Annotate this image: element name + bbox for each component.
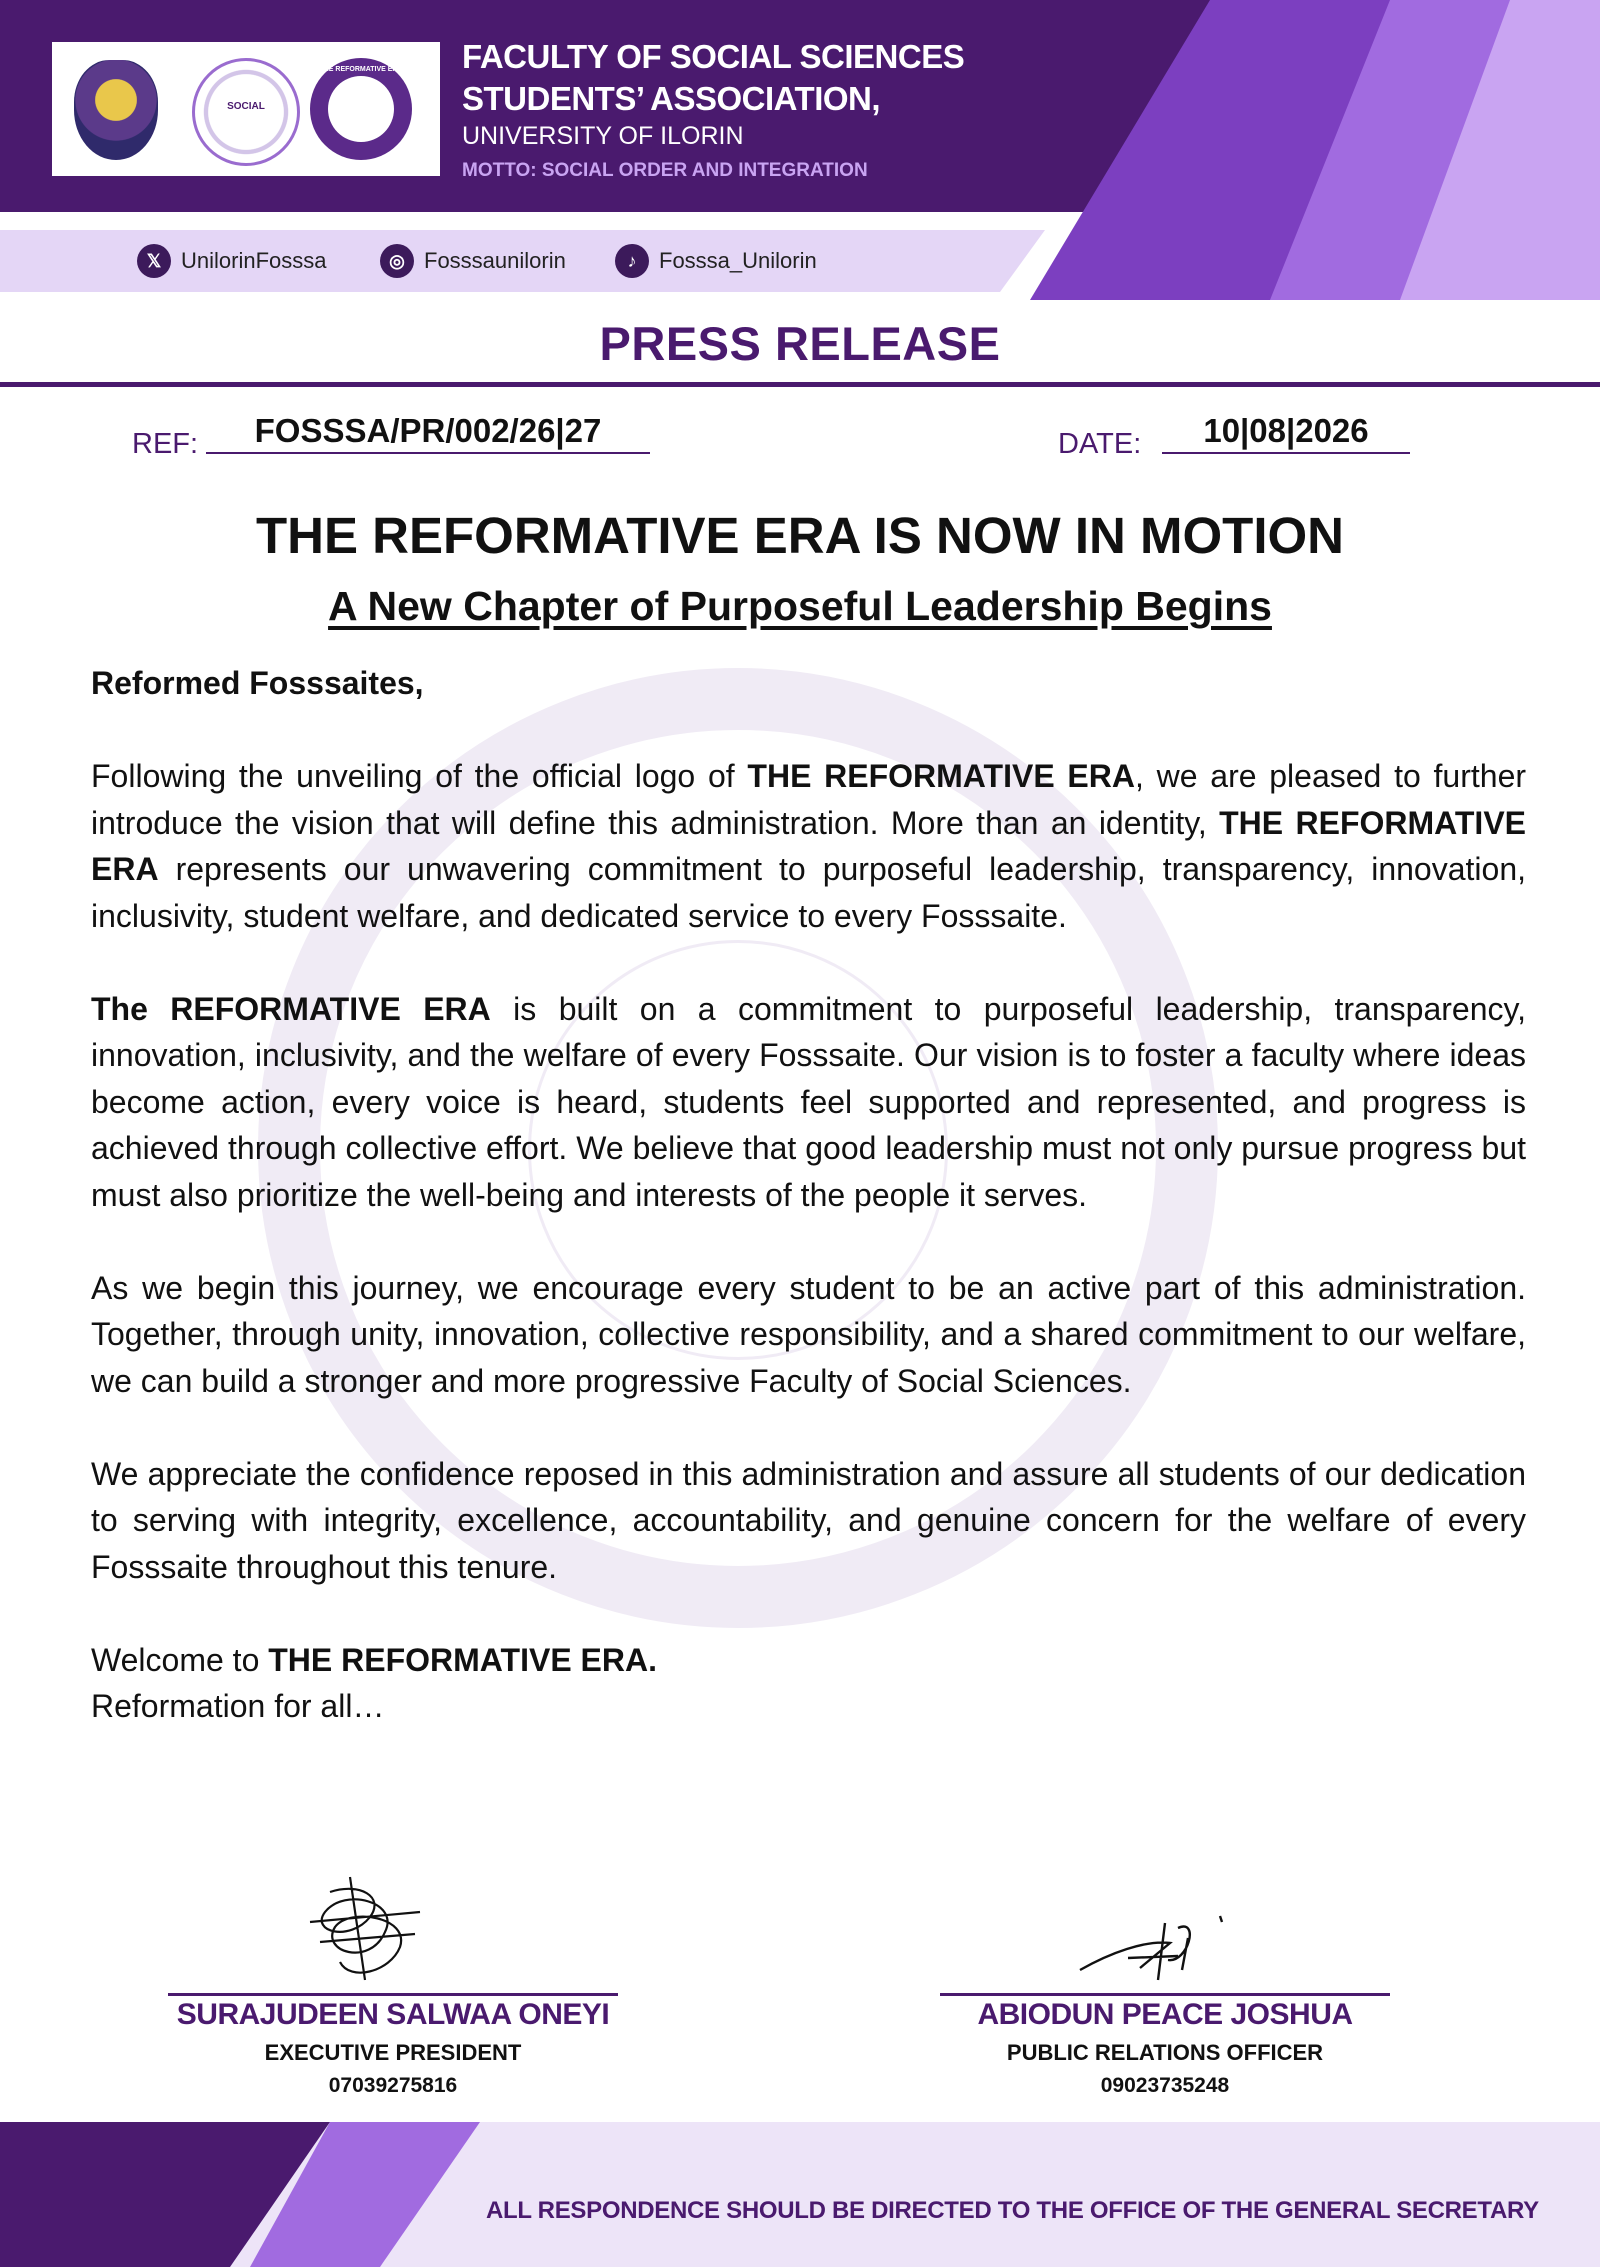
date-value: 10|08|2026 — [1162, 412, 1410, 454]
social-x[interactable] — [137, 244, 327, 278]
pro-phone: 09023735248 — [1100, 2074, 1230, 2097]
closing-line-2: Reformation for all… — [91, 1688, 385, 1724]
x-icon: 𝕏 — [137, 244, 171, 278]
date-label: DATE: — [1058, 428, 1142, 460]
body-text — [91, 660, 1526, 1730]
president-name: SURAJUDEEN SALWAA ONEYI — [176, 1998, 610, 2031]
president-phone: 07039275816 — [328, 2074, 458, 2097]
title-divider — [0, 382, 1600, 387]
footer-note: ALL RESPONDENCE SHOULD BE DIRECTED TO THE OFFICE OF THE GENERAL SECRETARY — [486, 2197, 1539, 2224]
document-type-title: PRESS RELEASE — [599, 317, 1001, 370]
association-title — [462, 36, 964, 120]
pro-signature-line — [940, 1993, 1390, 1996]
paragraph-1: Following the unveiling of the official logo of THE REFORMATIVE ERA, we are pleased to further introduce the vision that will define this administration. More than an identity, THE REFORMATIVE ERA represents our unwavering commitment to purposeful leadership, transparency, innovation, inclusivity, student welfare, and dedicated service to every Fosssaite. — [91, 758, 1527, 934]
social-tiktok-handle: Fosssa_Unilorin — [659, 248, 817, 273]
subheadline: A New Chapter of Purposeful Leadership Begins — [328, 583, 1272, 629]
social-x-handle: UnilorinFosssa — [181, 248, 327, 273]
paragraph-3: As we begin this journey, we encourage every student to be an active part of this administration. Together, through unity, innovation, collective responsibility, and a shared commitment to our welfare, we can build a stronger and more progressive Faculty of Social Sciences. — [91, 1269, 1526, 1399]
reformative-era-logo — [310, 58, 412, 160]
social-tiktok[interactable] — [615, 244, 817, 278]
reformative-era-logo-center — [328, 76, 394, 142]
paragraph-4: We appreciate the confidence reposed in this administration and assure all students of our dedication to serving with integrity, excellence, accountability, and genuine concern for the welfare of every Fosssaite throughout this tenure. — [91, 1455, 1526, 1585]
university-crest-logo — [74, 60, 158, 160]
reformative-era-logo-text: THE REFORMATIVE ERA — [319, 66, 403, 73]
ref-value: FOSSSA/PR/002/26|27 — [206, 412, 650, 454]
paragraph-2: The REFORMATIVE ERA is built on a commitment to purposeful leadership, transparency, innovation, inclusivity, and the welfare of every Fosssaite. Our vision is to foster a faculty where ideas become action, every voice is heard, students feel supported and represented, and progress is achieved through collective effort. We believe that good leadership must not only pursue progress but must also prioritize the well-being and interests of the people it serves. — [91, 990, 1527, 1213]
pro-name: ABIODUN PEACE JOSHUA — [977, 1998, 1353, 2031]
social-instagram-handle: Fosssaunilorin — [424, 248, 566, 273]
social-instagram[interactable] — [380, 244, 566, 278]
salutation: Reformed Fosssaites, — [91, 665, 424, 701]
pro-role: PUBLIC RELATIONS OFFICER — [1006, 2040, 1324, 2065]
association-title-line1: FACULTY OF SOCIAL SCIENCES — [462, 38, 965, 75]
headline: THE REFORMATIVE ERA IS NOW IN MOTION — [256, 507, 1344, 564]
instagram-icon: ◎ — [380, 244, 414, 278]
pro-signature — [1070, 1898, 1260, 1993]
president-signature — [290, 1872, 440, 1990]
president-signature-line — [168, 1993, 618, 1996]
faculty-social-sciences-logo — [192, 58, 300, 166]
ref-label: REF: — [132, 428, 199, 460]
president-role: EXECUTIVE PRESIDENT — [264, 2040, 522, 2065]
association-motto: MOTTO: SOCIAL ORDER AND INTEGRATION — [462, 160, 868, 181]
tiktok-icon: ♪ — [615, 244, 649, 278]
closing-line-1: Welcome to THE REFORMATIVE ERA. — [91, 1641, 657, 1678]
faculty-logo-text: SOCIAL — [227, 101, 265, 112]
logo-panel — [52, 42, 440, 176]
association-title-line2: STUDENTS’ ASSOCIATION, — [462, 80, 881, 117]
university-name: UNIVERSITY OF ILORIN — [462, 122, 744, 150]
